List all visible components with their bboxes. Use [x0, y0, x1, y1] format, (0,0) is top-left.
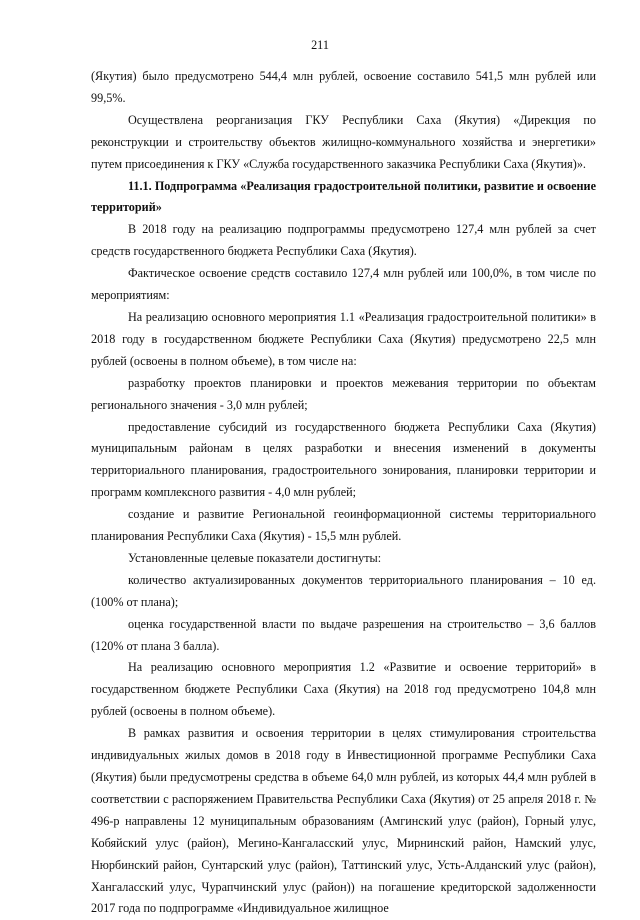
page-body	[91, 66, 596, 920]
paragraph: На реализацию основного мероприятия 1.1 «Реализация градостроительной политики» в 2018 году в государственном бюджете Республики Саха (Якутия) предусмотрено 22,5 млн рублей (освоены в полном объеме), в том числе на:	[91, 309, 596, 368]
paragraph: (Якутия) было предусмотрено 544,4 млн рублей, освоение составило 541,5 млн рублей или 99,5%.	[91, 69, 596, 105]
paragraph: Осуществлена реорганизация ГКУ Республики Саха (Якутия) «Дирекция по реконструкции и строительству объектов жилищно-коммунального хозяйства и энергетики» путем присоединения к ГКУ «Служба государственного заказчика Республики Саха (Якутия)».	[91, 112, 596, 171]
list-item: создание и развитие Региональной геоинформационной системы территориального планирования Республики Саха (Якутия) - 15,5 млн рублей.	[91, 507, 596, 544]
list-item: количество актуализированных документов территориального планирования – 10 ед. (100% от плана);	[91, 572, 596, 609]
list-item: оценка государственной власти по выдаче разрешения на строительство – 3,6 баллов (120% от плана 3 балла).	[91, 616, 596, 653]
paragraph: На реализацию основного мероприятия 1.2 «Развитие и освоение территорий» в государственном бюджете Республики Саха (Якутия) на 2018 год предусмотрено 104,8 млн рублей (освоены в полном объеме).	[91, 660, 596, 719]
paragraph: В 2018 году на реализацию подпрограммы предусмотрено 127,4 млн рублей за счет средств государственного бюджета Республики Саха (Якутия).	[91, 222, 596, 259]
list-item: предоставление субсидий из государственного бюджета Республики Саха (Якутия) муниципальным районам в целях разработки и внесения изменений в документы территориального планирования, градостроительного зонирования, планировки территории и программ комплексного развития - 4,0 млн рублей;	[91, 419, 596, 500]
paragraph: В рамках развития и освоения территории в целях стимулирования строительства индивидуальных жилых домов в 2018 году в Инвестиционной программе Республики Саха (Якутия) были предусмотрены средства в объеме 64,0 млн рублей, из которых 44,4 млн рублей в соответствии с распоряжением Правительства Республики Саха (Якутия) от 25 апреля 2018 г. № 496-р направлены 12 муниципальным образованиям (Амгинский улус (район), Горный улус, Кобяйский улус (район), Мегино-Кангаласский улус, Мирнинский район, Намский улус, Нюрбинский район, Сунтарский улус (район), Таттинский улус, Усть-Алданский улус (район), Хангаласский улус, Чурапчинский улус (район)) на погашение кредиторской задолженности 2017 года по подпрограмме «Индивидуальное жилищное	[91, 726, 596, 916]
paragraph: Фактическое освоение средств составило 127,4 млн рублей или 100,0%, в том числе по мероприятиям:	[91, 266, 596, 303]
paragraph: Установленные целевые показатели достигнуты:	[128, 550, 382, 565]
list-item: разработку проектов планировки и проектов межевания территории по объектам регионального значения - 3,0 млн рублей;	[91, 375, 596, 412]
page-number: 211	[311, 38, 329, 52]
section-heading: 11.1. Подпрограмма «Реализация градостроительной политики, развитие и освоение территорий»	[91, 178, 596, 215]
